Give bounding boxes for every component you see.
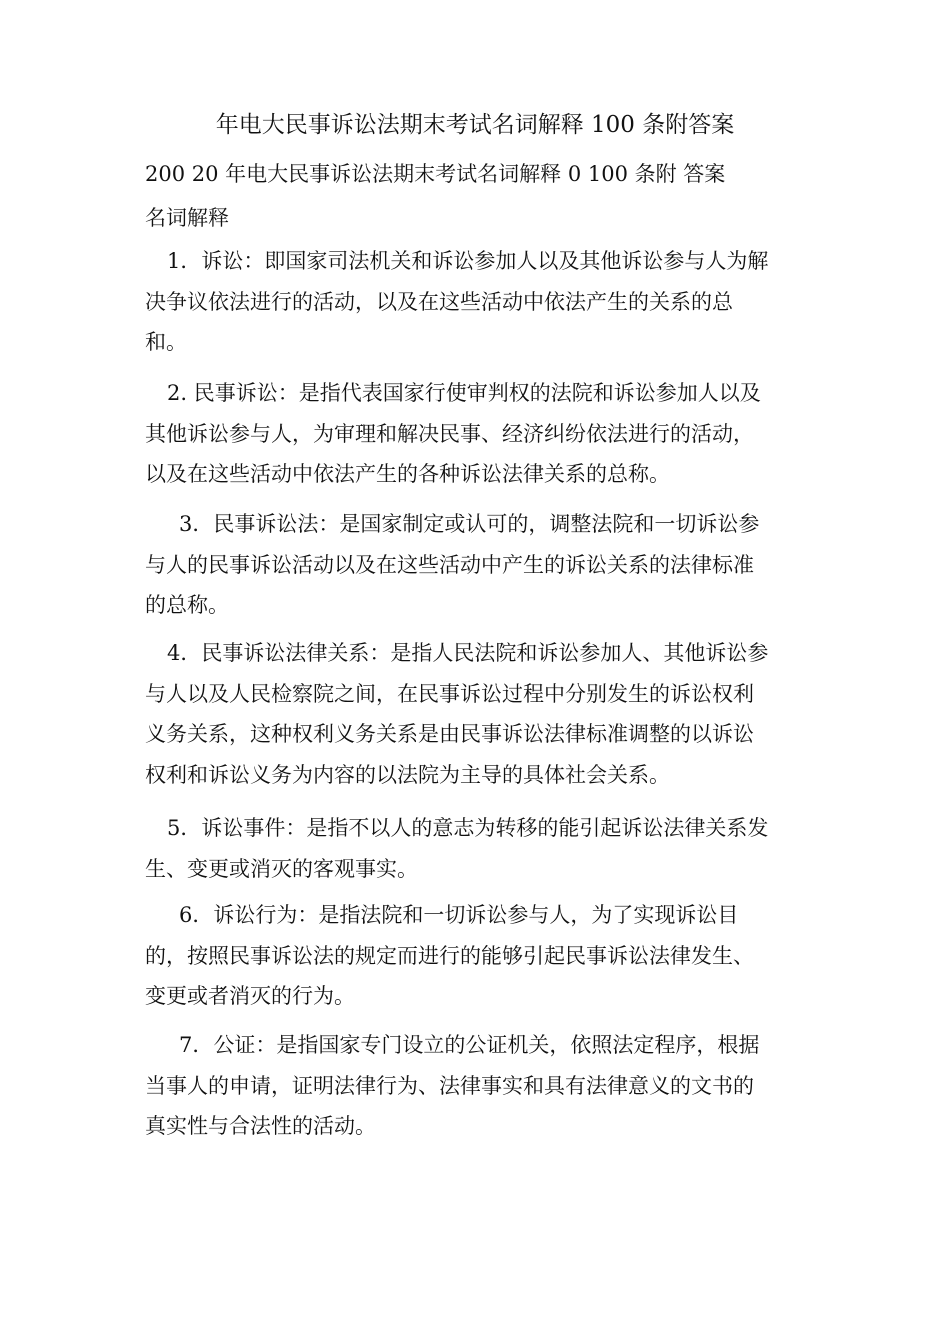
definition-line: 的，按照民事诉讼法的规定而进行的能够引起民事诉讼法律发生、 [145,943,754,968]
definition-line: 当事人的申请，证明法律行为、法律事实和具有法律意义的文书的 [145,1073,754,1098]
definition-line: 真实性与合法性的活动。 [145,1114,376,1138]
definition-line: 权利和诉讼义务为内容的以法院为主导的具体社会关系。 [145,762,670,787]
definition-line: 生、变更或消灭的客观事实。 [145,856,418,881]
definition-item-6 [145,895,815,1017]
definition-line: 3．民事诉讼法：是国家制定或认可的，调整法院和一切诉讼参 [179,512,760,536]
definition-line: 1．诉讼：即国家司法机关和诉讼参加人以及其他诉讼参与人为解 [167,249,769,273]
document-title: 年电大民事诉讼法期末考试名词解释 100 条附答案 [215,112,735,138]
definition-line: 和。 [145,330,187,354]
definition-line: 与人的民事诉讼活动以及在这些活动中产生的诉讼关系的法律标准 [145,552,754,577]
document-subtitle: 200 20 年电大民事诉讼法期末考试名词解释 0 100 条附 答案 [145,162,726,186]
definition-line: 7．公证：是指国家专门设立的公证机关，依照法定程序，根据 [179,1033,760,1057]
definition-line: 以及在这些活动中依法产生的各种诉讼法律关系的总称。 [145,462,670,486]
definition-item-7 [145,1025,815,1147]
definition-item-1 [145,241,815,363]
definition-line: 其他诉讼参与人，为审理和解决民事、经济纠纷依法进行的活动， [145,421,754,446]
definition-line: 与人以及人民检察院之间，在民事诉讼过程中分别发生的诉讼权利 [145,681,754,706]
definition-line: 变更或者消灭的行为。 [145,984,355,1008]
definition-line: 的总称。 [145,593,229,617]
definition-item-4 [145,633,815,795]
definition-item-5 [145,808,815,889]
definition-line: 2. 民事诉讼：是指代表国家行使审判权的法院和诉讼参加人以及 [167,381,761,405]
definition-item-3 [145,504,815,626]
section-heading: 名词解释 [145,206,229,230]
definition-line: 决争议依法进行的活动，以及在这些活动中依法产生的关系的总 [145,289,733,314]
definition-line: 义务关系，这种权利义务关系是由民事诉讼法律标准调整的以诉讼 [145,722,754,746]
definition-line: 5．诉讼事件：是指不以人的意志为转移的能引起诉讼法律关系发 [167,816,769,840]
definition-line: 4．民事诉讼法律关系：是指人民法院和诉讼参加人、其他诉讼参 [167,641,769,665]
definition-line: 6．诉讼行为：是指法院和一切诉讼参与人，为了实现诉讼目 [179,903,739,927]
definition-item-2 [145,373,815,495]
